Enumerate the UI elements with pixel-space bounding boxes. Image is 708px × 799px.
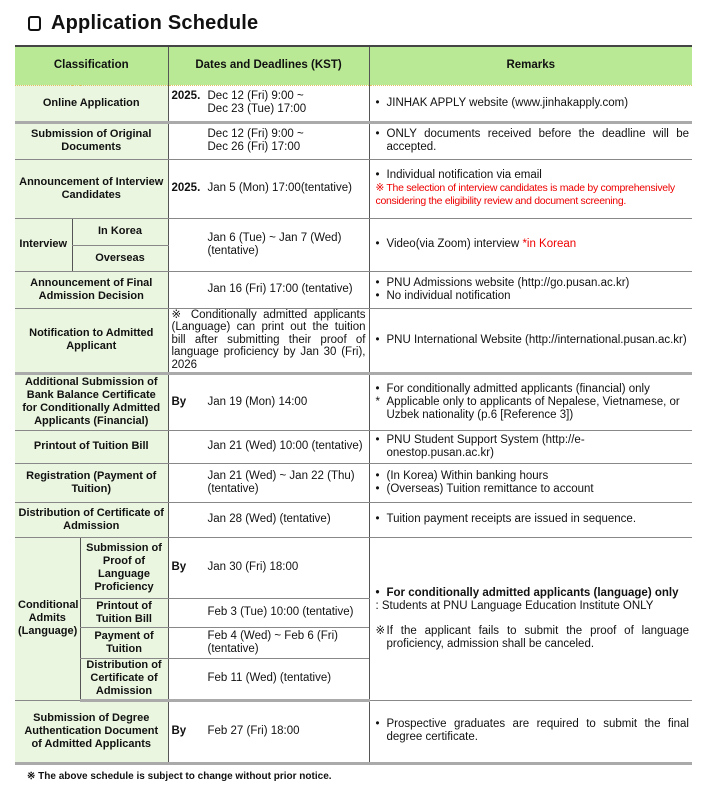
remark: Individual notification via email	[386, 169, 542, 181]
date: Feb 11 (Wed) (tentative)	[207, 672, 332, 684]
date-cell	[168, 537, 369, 598]
remark-cell: • Prospective graduates are required to submit the final degree certificate.	[369, 700, 692, 763]
remark-highlight: *in Korean	[522, 238, 577, 250]
date-cell	[168, 271, 369, 308]
remark: PNU Student Support System (http://e-onestop.pusan.ac.kr)	[386, 433, 585, 459]
row-label: Printout of Tuition Bill	[15, 430, 168, 463]
footnote: ※ The above schedule is subject to change without prior notice.	[27, 771, 332, 782]
remark: PNU International Website (http://international.pusan.ac.kr)	[386, 333, 687, 346]
date: Jan 6 (Tue) ~ Jan 7 (Wed) (tentative)	[207, 231, 342, 257]
remark-cell: • PNU Admissions website (http://go.pusan.ac.kr) • No individual notification	[369, 271, 692, 308]
date-end: Dec 26 (Fri) 17:00	[207, 141, 301, 153]
date: Jan 19 (Mon) 14:00	[207, 395, 308, 408]
remark-note: ※ The selection of interview candidates is made by comprehensively considering the eligibility review and document screening.	[375, 182, 675, 207]
remark: ONLY documents received before the deadline will be accepted.	[386, 128, 689, 153]
table-row	[15, 463, 692, 502]
sub-label: In Korea	[72, 218, 168, 245]
remark-cell: • Individual notification via email ※ The selection of interview candidates is made by comprehensively considering the eligibility review and document screening.	[369, 159, 692, 218]
schedule-table	[15, 45, 692, 765]
sub-label: Printout of Tuition Bill	[80, 598, 168, 627]
header-remarks: Remarks	[369, 46, 692, 85]
table-row	[15, 85, 692, 122]
year-prefix: 2025.	[171, 182, 201, 194]
title-text: Application Schedule	[51, 12, 259, 34]
date: Jan 30 (Fri) 18:00	[207, 561, 299, 573]
date: Jan 5 (Mon) 17:00(tentative)	[207, 182, 352, 194]
by-prefix: By	[171, 725, 187, 737]
date: Feb 3 (Tue) 10:00 (tentative)	[207, 606, 354, 618]
date-cell	[168, 463, 369, 502]
row-label: Conditional Admits (Language)	[15, 537, 80, 700]
sub-label: Submission of Proof of Language Proficiency	[80, 537, 168, 598]
remark-cell: • For conditionally admitted applicants (financial) only * Applicable only to applicants of Nepalese, Vietnamese, or Uzbek nationality (p.6 [Reference 3])	[369, 373, 692, 430]
sub-label: Distribution of Certificate of Admission	[80, 658, 168, 700]
date: Jan 16 (Fri) 17:00 (tentative)	[207, 283, 353, 295]
table-row	[15, 430, 692, 463]
remark: No individual notification	[386, 289, 511, 302]
year-prefix: 2025.	[171, 90, 201, 102]
date-cell	[168, 598, 369, 627]
date-cell	[168, 700, 369, 763]
row-label: Distribution of Certificate of Admission	[15, 502, 168, 537]
header-classification: Classification	[15, 46, 168, 85]
date-cell	[168, 122, 369, 159]
checkbox-square-icon	[28, 16, 41, 31]
table-row	[15, 122, 692, 159]
date-cell	[168, 159, 369, 218]
table-row	[15, 308, 692, 373]
remark-cell: • Tuition payment receipts are issued in sequence.	[369, 502, 692, 537]
row-label: Announcement of Interview Candidates	[15, 159, 168, 218]
date-start: Dec 12 (Fri) 9:00 ~	[207, 90, 304, 102]
remark-cell: • PNU International Website (http://international.pusan.ac.kr)	[369, 308, 692, 373]
date-cell	[168, 430, 369, 463]
row-label: Interview	[15, 218, 72, 271]
date-cell	[168, 218, 369, 271]
remark: JINHAK APPLY website (www.jinhakapply.com)	[386, 96, 629, 109]
date-cell	[168, 627, 369, 658]
header-dates: Dates and Deadlines (KST)	[168, 46, 369, 85]
sub-label: Overseas	[72, 245, 168, 271]
date-cell	[168, 373, 369, 430]
remark: Applicable only to applicants of Nepalese, Vietnamese, or Uzbek nationality (p.6 [Reference 3])	[386, 395, 680, 421]
remark: If the applicant fails to submit the proof of language proficiency, admission shall be canceled.	[386, 624, 689, 650]
remark: Tuition payment receipts are issued in sequence.	[386, 513, 637, 525]
date: Feb 4 (Wed) ~ Feb 6 (Fri) (tentative)	[207, 629, 338, 655]
row-label: Registration (Payment of Tuition)	[15, 463, 168, 502]
row-label: Notification to Admitted Applicant	[15, 308, 168, 373]
header-row	[15, 46, 692, 85]
page-title	[28, 12, 258, 35]
date-end: Dec 23 (Tue) 17:00	[207, 103, 307, 115]
table-row	[15, 502, 692, 537]
remark-cell: • For conditionally admitted applicants (language) only : Students at PNU Language Education Institute ONLY ※ If the applicant fails to submit the proof of language proficiency, admission shall be canceled.	[369, 537, 692, 700]
table-row	[15, 218, 692, 245]
remark-cell: • ONLY documents received before the deadline will be accepted.	[369, 122, 692, 159]
date: Feb 27 (Fri) 18:00	[207, 725, 300, 737]
table-row	[15, 537, 692, 598]
date-cell	[168, 658, 369, 700]
table-row	[15, 271, 692, 308]
remark: For conditionally admitted applicants (financial) only	[386, 382, 650, 395]
row-label: Additional Submission of Bank Balance Certificate for Conditionally Admitted Applicants (Financial)	[15, 373, 168, 430]
date-note: ※ Conditionally admitted applicants (Language) can print out the tuition bill after submitting their proof of language proficiency by Jan 30 (Fri), 2026	[168, 308, 369, 373]
remark-cell: • JINHAK APPLY website (www.jinhakapply.com)	[369, 85, 692, 122]
date: Jan 21 (Wed) ~ Jan 22 (Thu) (tentative)	[207, 469, 355, 495]
table-row	[15, 373, 692, 430]
remark-cell: • (In Korea) Within banking hours • (Overseas) Tuition remittance to account	[369, 463, 692, 502]
table-row	[15, 700, 692, 763]
sub-label: Payment of Tuition	[80, 627, 168, 658]
remark: (In Korea) Within banking hours	[386, 469, 549, 482]
by-prefix: By	[171, 395, 187, 408]
date-start: Dec 12 (Fri) 9:00 ~	[207, 128, 304, 140]
remark-cell: • PNU Student Support System (http://e-onestop.pusan.ac.kr)	[369, 430, 692, 463]
row-label: Submission of Original Documents	[15, 122, 168, 159]
date: Jan 28 (Wed) (tentative)	[207, 513, 331, 525]
date-cell	[168, 502, 369, 537]
remark-cell: • Video(via Zoom) interview *in Korean	[369, 218, 692, 271]
table-row	[15, 159, 692, 218]
by-prefix: By	[171, 561, 187, 573]
row-label: Submission of Degree Authentication Document of Admitted Applicants	[15, 700, 168, 763]
remark: PNU Admissions website (http://go.pusan.ac.kr)	[386, 276, 630, 289]
remark: For conditionally admitted applicants (language) only	[386, 586, 679, 599]
row-label: Announcement of Final Admission Decision	[15, 271, 168, 308]
date-cell	[168, 85, 369, 122]
remark: (Overseas) Tuition remittance to account	[386, 482, 594, 495]
remark: Prospective graduates are required to submit the final degree certificate.	[386, 718, 689, 743]
date: Jan 21 (Wed) 10:00 (tentative)	[207, 440, 363, 452]
remark: : Students at PNU Language Education Institute ONLY	[375, 599, 654, 612]
row-label: Online Application	[15, 85, 168, 122]
remark: Video(via Zoom) interview	[386, 238, 520, 250]
